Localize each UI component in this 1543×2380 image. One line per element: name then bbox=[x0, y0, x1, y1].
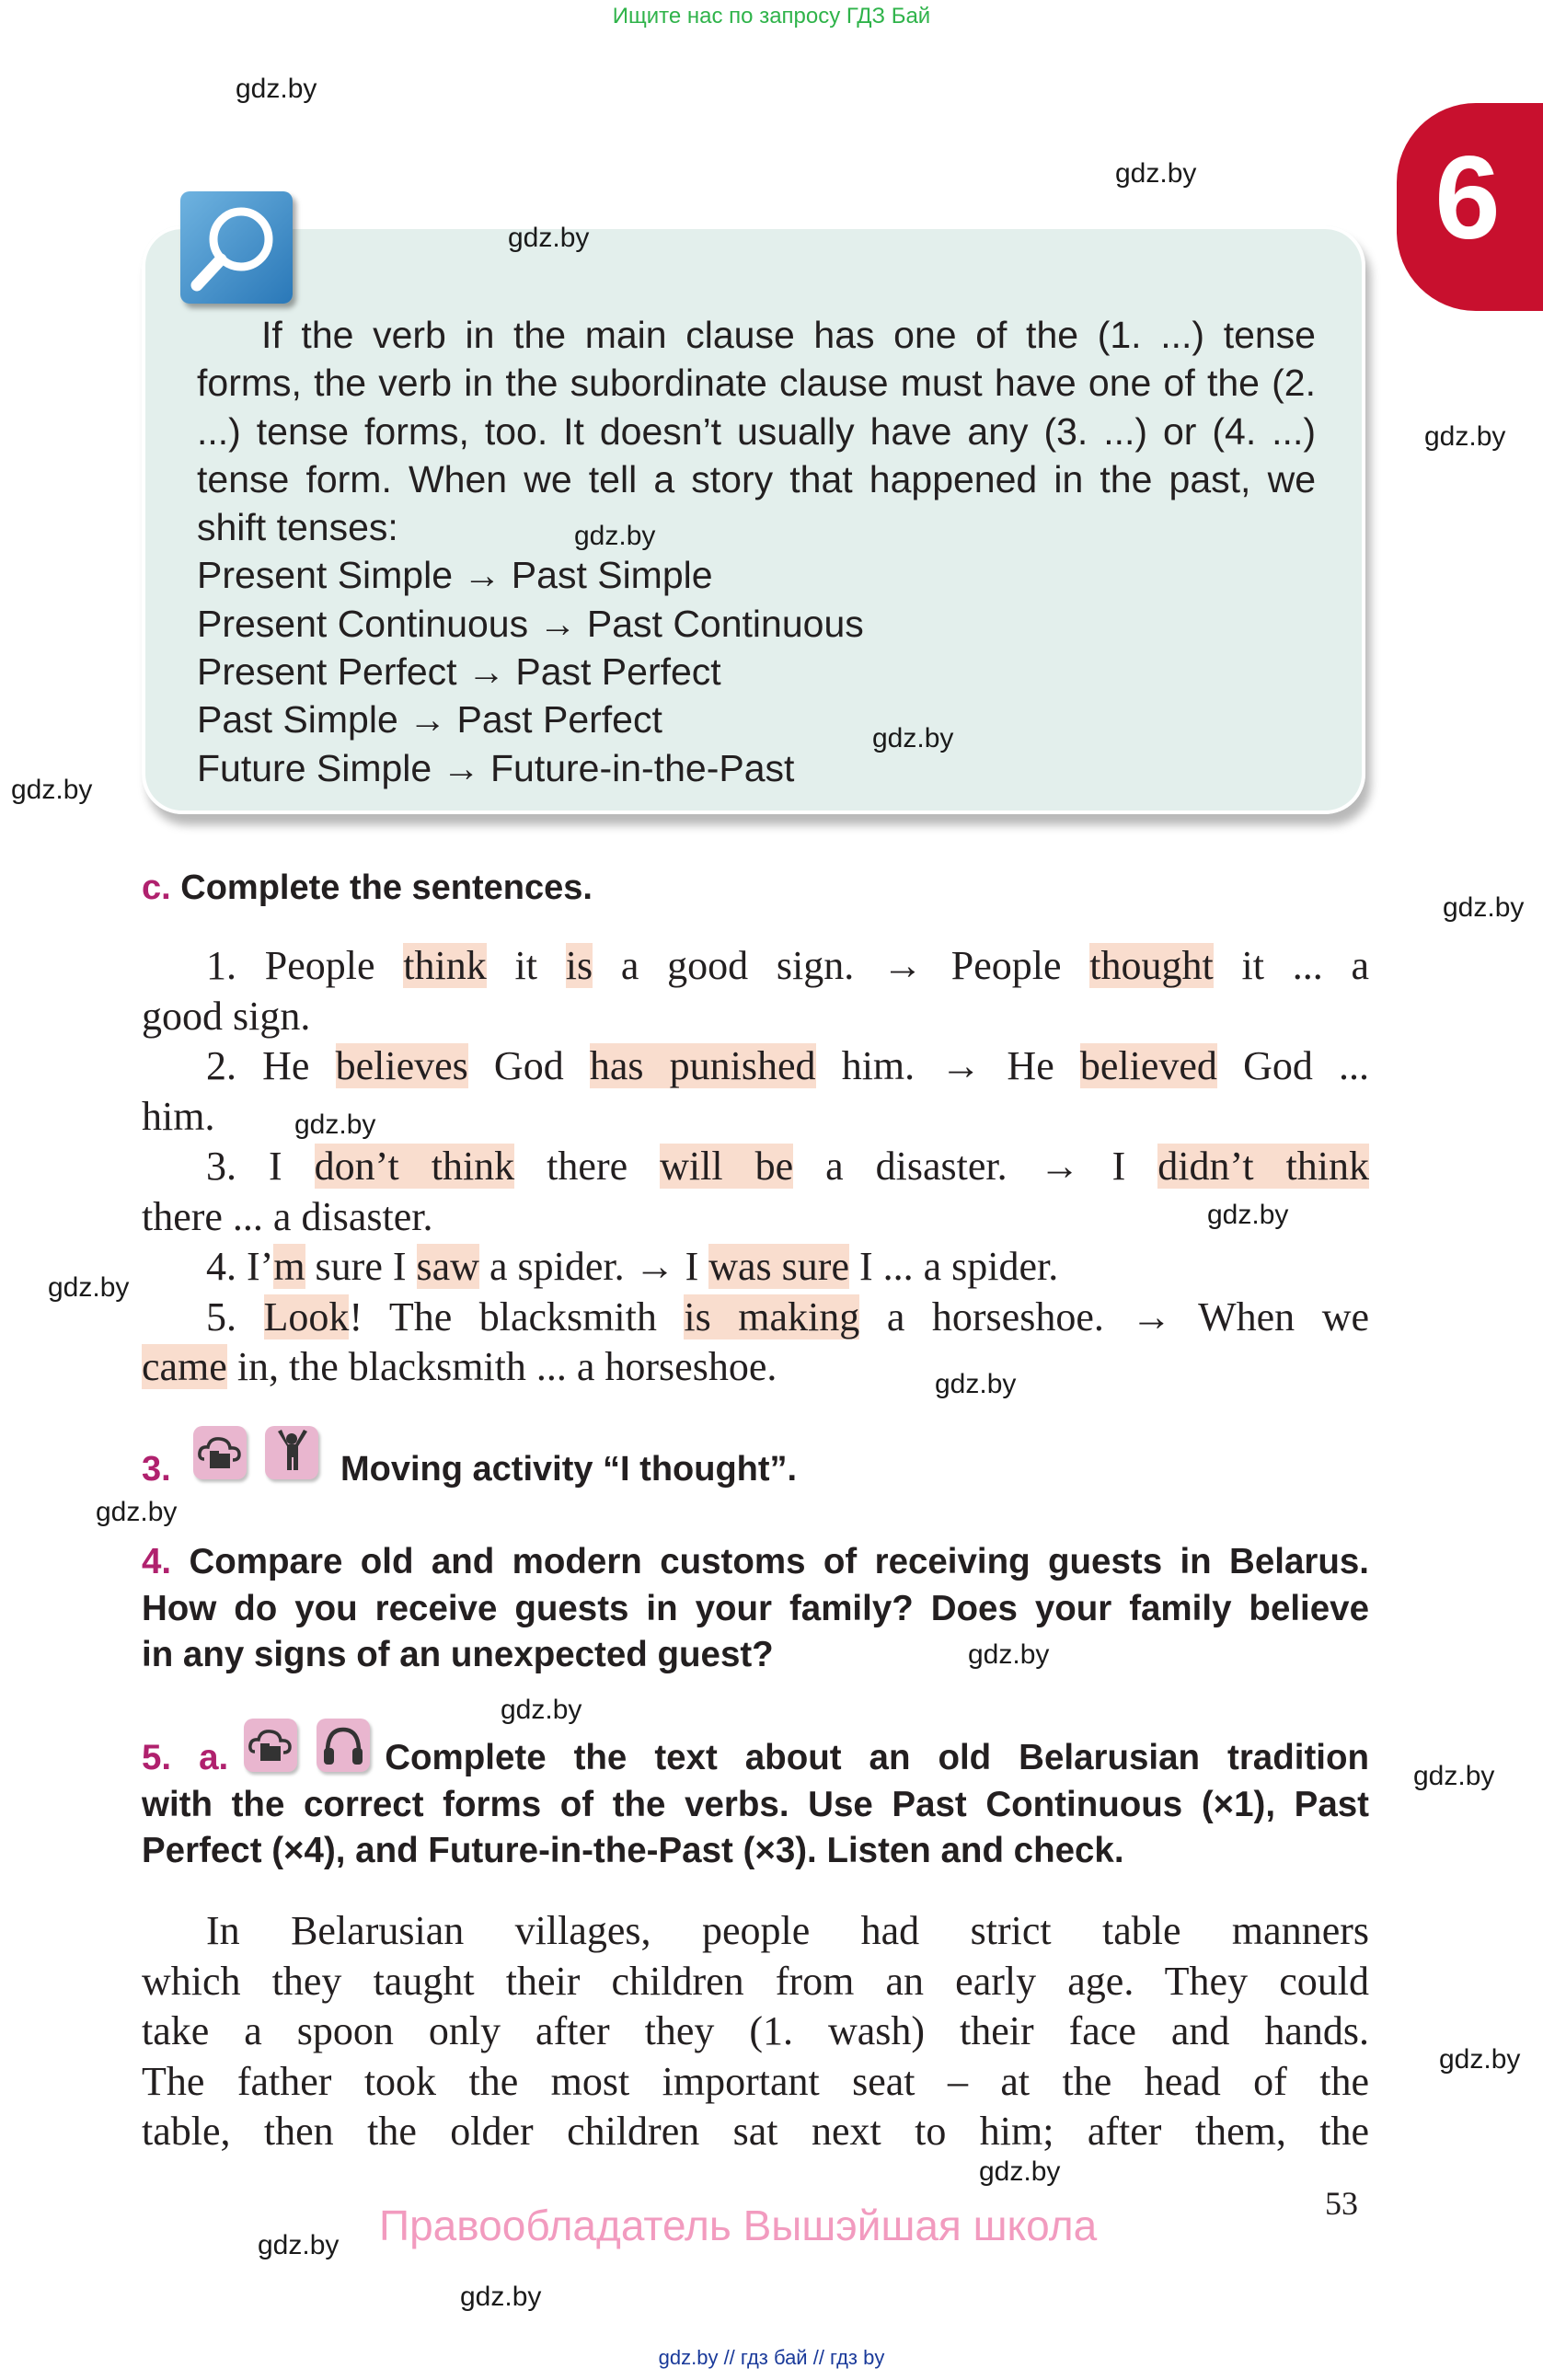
watermark: gdz.by bbox=[508, 223, 590, 253]
watermark: gdz.by bbox=[236, 74, 317, 104]
moving-person-icon bbox=[265, 1426, 318, 1479]
rule-shift-line: Present Continuous → Past Continuous bbox=[197, 602, 864, 645]
watermark: gdz.by bbox=[574, 521, 656, 551]
watermark: gdz.by bbox=[1115, 158, 1197, 189]
grammar-rule-text bbox=[197, 311, 1316, 792]
rule-shift-line: Present Perfect → Past Perfect bbox=[197, 650, 721, 694]
copyright-notice: Правообладатель Вышэйшая школа bbox=[379, 2202, 1098, 2249]
watermark: gdz.by bbox=[979, 2156, 1061, 2187]
magnifier-icon bbox=[180, 191, 293, 304]
watermark: gdz.by bbox=[1439, 2044, 1521, 2075]
watermark: gdz.by bbox=[48, 1272, 130, 1303]
passage-line: table, then the older children sat next to him; after them, the bbox=[142, 2109, 1369, 2154]
top-banner: Ищите нас по запросу ГДЗ Бай bbox=[612, 4, 931, 29]
exercise-4-line: 4. Compare old and modern customs of receiving guests in Belarus. bbox=[142, 1542, 1369, 1581]
watermark: gdz.by bbox=[294, 1110, 376, 1140]
watermark: gdz.by bbox=[935, 1369, 1017, 1399]
watermark: gdz.by bbox=[1413, 1761, 1495, 1791]
sentence-1: 1. People think it is a good sign. → People thought it ... a bbox=[206, 943, 1369, 988]
exercise-4-line: in any signs of an unexpected guest? bbox=[142, 1635, 774, 1674]
watermark: gdz.by bbox=[872, 723, 954, 753]
rule-paragraph: If the verb in the main clause has one of the (1. ...) tense forms, the verb in the subordinate clause must have one of the (2. ...) tense forms, too. It doesn’t usually have any (3. ...) or (4. ...) tense form. When we tell a story that happened in the past, we shift tenses: bbox=[197, 314, 1316, 549]
exercise-5-line: 5. a. Complete the text about an old Belarusian tradition bbox=[142, 1738, 1369, 1777]
passage-line: which they taught their children from an early age. They could bbox=[142, 1958, 1369, 2004]
passage-line: The father took the most important seat – at the head of the bbox=[142, 2058, 1369, 2104]
exercise-5-line: with the correct forms of the verbs. Use Past Continuous (×1), Past bbox=[142, 1784, 1369, 1824]
sentence-3: 3. I don’t think there will be a disaster. → I didn’t think bbox=[206, 1144, 1370, 1189]
watermark: gdz.by bbox=[968, 1639, 1050, 1670]
rule-shift-line: Future Simple → Future-in-the-Past bbox=[197, 746, 795, 789]
passage-line: In Belarusian villages, people had strict table manners bbox=[206, 1908, 1369, 1953]
sentence-2-cont: him. bbox=[142, 1093, 215, 1139]
watermark: gdz.by bbox=[501, 1695, 582, 1725]
watermark: gdz.by bbox=[460, 2282, 542, 2312]
watermark: gdz.by bbox=[96, 1497, 178, 1527]
sentence-3-cont: there ... a disaster. bbox=[142, 1193, 433, 1239]
rule-shift-line: Present Simple → Past Simple bbox=[197, 554, 713, 597]
passage-line: take a spoon only after they (1. wash) their face and hands. bbox=[142, 2008, 1369, 2053]
exercise-c-heading bbox=[142, 868, 593, 908]
exercise-c-sentences bbox=[142, 941, 1369, 1393]
exercise-4 bbox=[142, 1539, 1369, 1679]
exercise-instruction: Complete the sentences. bbox=[180, 868, 593, 907]
exercise-3-title: Moving activity “I thought”. bbox=[340, 1450, 798, 1489]
footer-links: gdz.by // гдз бай // гдз by bbox=[658, 2346, 885, 2369]
sentence-5: 5. Look! The blacksmith is making a horseshoe. → When we bbox=[206, 1293, 1370, 1339]
watermark: gdz.by bbox=[11, 775, 93, 805]
sentence-5-cont: came in, the blacksmith ... a horseshoe. bbox=[142, 1344, 777, 1389]
sentence-1-cont: good sign. bbox=[142, 993, 311, 1039]
exercise-label: c. bbox=[142, 868, 171, 907]
exercise-5 bbox=[142, 1735, 1369, 1875]
exercise-4-line: How do you receive guests in your family? Does your family believe bbox=[142, 1588, 1369, 1628]
text-passage bbox=[142, 1906, 1369, 2157]
exercise-5-line: Perfect (×4), and Future-in-the-Past (×3). Listen and check. bbox=[142, 1831, 1124, 1870]
cloud-folder-icon bbox=[193, 1426, 247, 1479]
page-number: 53 bbox=[1325, 2185, 1358, 2222]
sentence-2: 2. He believes God has punished him. → He believed God ... bbox=[206, 1043, 1370, 1088]
chapter-number: 6 bbox=[1434, 132, 1501, 264]
watermark: gdz.by bbox=[1424, 421, 1506, 452]
rule-shift-line: Past Simple → Past Perfect bbox=[197, 698, 662, 742]
watermark: gdz.by bbox=[1443, 892, 1525, 923]
watermark: gdz.by bbox=[1207, 1200, 1289, 1230]
watermark: gdz.by bbox=[258, 2230, 340, 2260]
exercise-3-number: 3. bbox=[142, 1450, 171, 1489]
sentence-4: 4. I’m sure I saw a spider. → I was sure I ... a spider. bbox=[206, 1244, 1059, 1289]
